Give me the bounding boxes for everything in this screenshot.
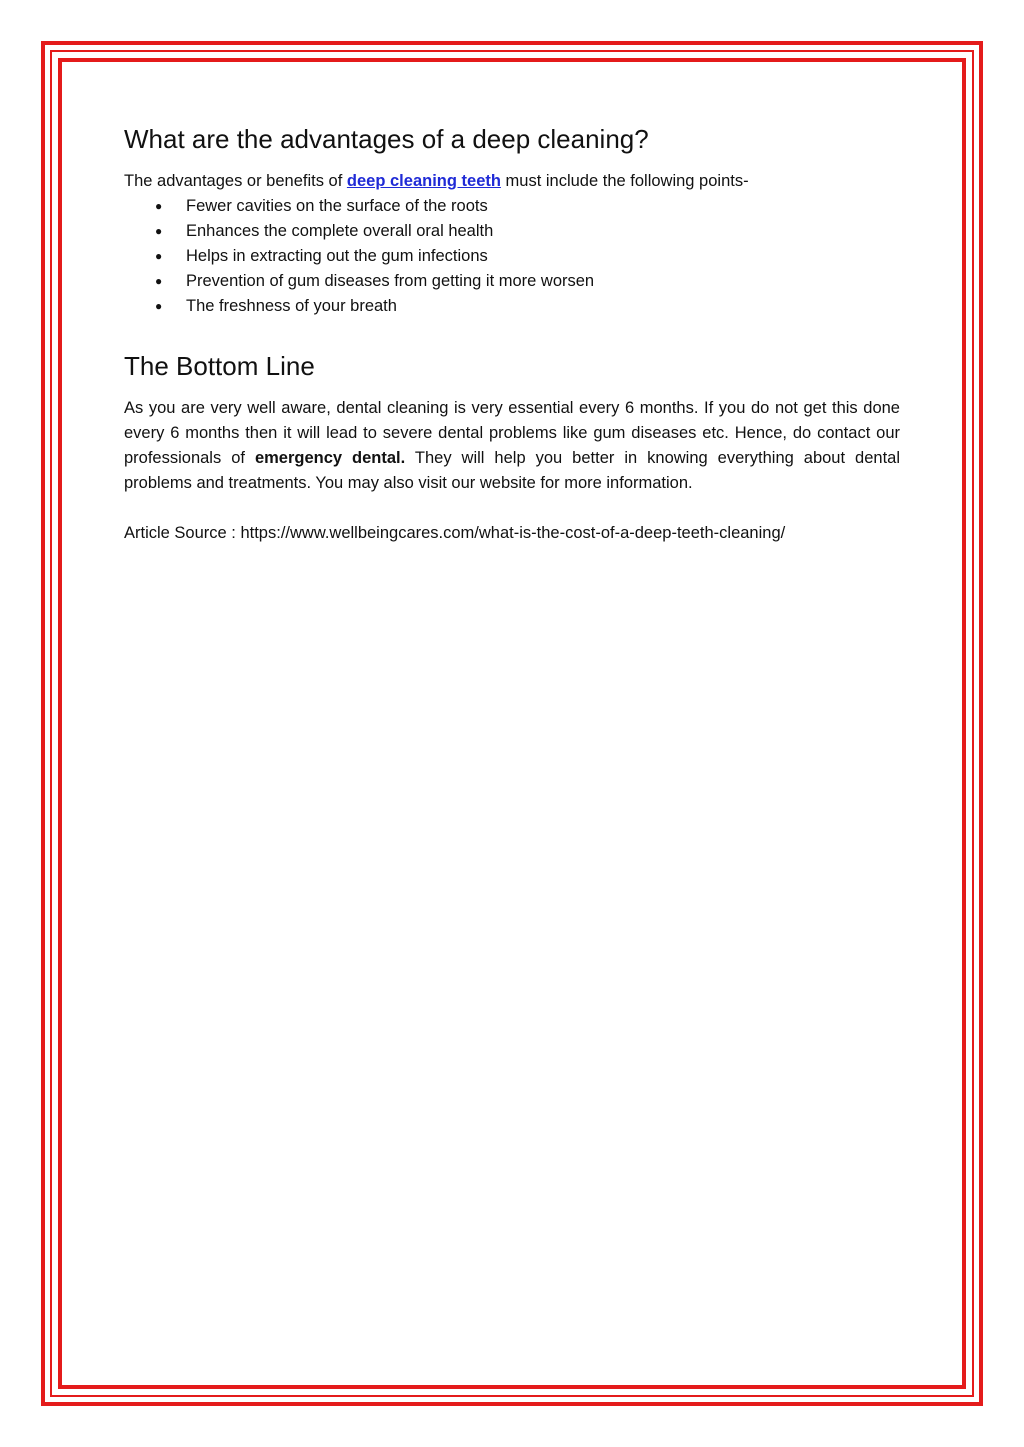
advantages-heading: What are the advantages of a deep cleaning? [124, 124, 649, 154]
advantages-list [124, 194, 900, 319]
intro-text-before: The advantages or benefits of [124, 172, 347, 190]
article-source: Article Source : https://www.wellbeingcares.com/what-is-the-cost-of-a-deep-teeth-cleaning/ [124, 524, 786, 542]
advantages-intro [124, 169, 900, 194]
list-item: ● Enhances the complete overall oral health [124, 219, 900, 244]
document-content [124, 122, 900, 546]
intro-text-after: must include the following points- [500, 172, 749, 190]
paragraph-text-after: They will help you better in knowing everything about dental problems and treatments. You may also visit our website for more information. [124, 449, 900, 492]
bottom-line-heading: The Bottom Line [124, 351, 315, 381]
paragraph-text-before: As you are very well aware, dental cleaning is very essential every 6 months. If you do not get this done every 6 months then it will lead to severe dental problems like gum diseases etc. Hence, do contact our professionals of [124, 399, 900, 467]
list-item: ● The freshness of your breath [124, 294, 900, 319]
list-item: ● Fewer cavities on the surface of the roots [124, 194, 900, 219]
list-item: ● Prevention of gum diseases from getting it more worsen [124, 269, 900, 294]
deep-cleaning-teeth-link[interactable]: deep cleaning teeth [346, 172, 501, 190]
list-item: ● Helps in extracting out the gum infections [124, 244, 900, 269]
emergency-dental-bold: emergency dental. [254, 449, 406, 467]
bottom-line-paragraph [124, 396, 900, 496]
